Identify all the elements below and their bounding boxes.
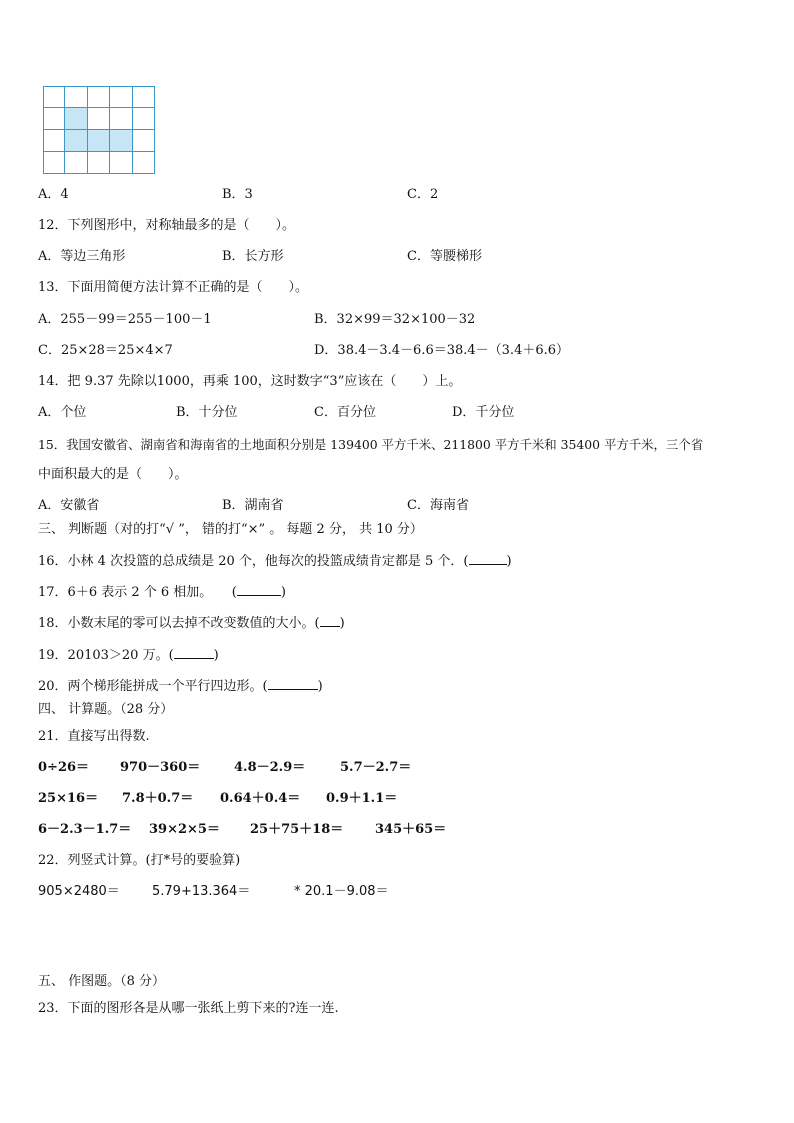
- q11-option-b: B．3: [222, 187, 253, 202]
- grid-figure: [43, 86, 155, 174]
- q13-option-d: D．38.4－3.4－6.6＝38.4－（3.4＋6.6）: [314, 343, 570, 358]
- q18-line: [38, 613, 345, 633]
- q22-stem: 22．列竖式计算。(打*号的要验算): [38, 853, 241, 868]
- q21-expr: 5.7－2.7＝: [340, 760, 412, 775]
- q15-option-a: A．安徽省: [38, 498, 100, 513]
- q14-option-b: B．十分位: [176, 405, 238, 420]
- q19-close: ): [213, 648, 219, 663]
- q19-text: 19．20103＞20 万。(: [38, 648, 174, 663]
- q14-option-d: D．千分位: [452, 405, 515, 420]
- q21-expr: 345＋65＝: [375, 822, 447, 837]
- q21-expr: 0.9＋1.1＝: [326, 791, 398, 806]
- q13-option-b: B．32×99＝32×100－32: [314, 312, 476, 327]
- q21-expr: 25×16＝: [38, 791, 99, 806]
- q21-expr: 39×2×5＝: [149, 822, 220, 837]
- q20-text: 20．两个梯形能拼成一个平行四边形。(: [38, 679, 268, 694]
- q21-expr: 0÷26＝: [38, 760, 90, 775]
- q15-stem-line2: 中面积最大的是（ ）。: [38, 467, 188, 482]
- q11-option-a: A．4: [38, 187, 69, 202]
- q17-line: [38, 582, 286, 602]
- q19-answer-blank[interactable]: [174, 645, 214, 659]
- section3-heading: 三、 判断题（对的打“√ ”， 错的打“×” 。 每题 2 分， 共 10 分）: [38, 522, 423, 537]
- q14-option-c: C．百分位: [314, 405, 376, 420]
- q20-close: ): [317, 679, 323, 694]
- q12-option-b: B．长方形: [222, 249, 284, 264]
- q18-text: 18．小数末尾的零可以去掉不改变数值的大小。(: [38, 616, 320, 631]
- q12-option-c: C．等腰梯形: [407, 249, 482, 264]
- q19-line: [38, 645, 219, 665]
- q18-close: ): [339, 616, 345, 631]
- q20-answer-blank[interactable]: [268, 676, 318, 690]
- q16-answer-blank[interactable]: [469, 551, 507, 565]
- q21-expr: 970－360＝: [120, 760, 201, 775]
- q14-option-a: A．个位: [38, 405, 87, 420]
- q21-stem: 21．直接写出得数.: [38, 729, 150, 744]
- section5-heading: 五、 作图题。（8 分）: [38, 974, 166, 989]
- q21-expr: 25＋75＋18＝: [250, 822, 344, 837]
- q16-close: ): [506, 554, 512, 569]
- q20-line: [38, 676, 323, 696]
- q13-stem: 13．下面用简便方法计算不正确的是（ ）。: [38, 280, 309, 295]
- q14-stem: 14．把 9.37 先除以1000，再乘 100，这时数字“3”应该在（ ）上。: [38, 374, 462, 389]
- q13-option-c: C．25×28＝25×4×7: [38, 343, 173, 358]
- q22-item: 905×2480＝: [38, 884, 120, 899]
- q18-answer-blank[interactable]: [320, 613, 340, 627]
- q21-expr: 0.64＋0.4＝: [220, 791, 301, 806]
- q16-line: [38, 551, 512, 571]
- q15-stem-line1: 15．我国安徽省、湖南省和海南省的土地面积分别是 139400 平方千米、211800 平方千米和 35400 平方千米，三个省: [38, 437, 704, 452]
- q17-close: ): [280, 585, 286, 600]
- q15-option-c: C．海南省: [407, 498, 469, 513]
- q21-expr: 7.8＋0.7＝: [122, 791, 194, 806]
- q21-expr: 6－2.3－1.7＝: [38, 822, 132, 837]
- q22-item: 5.79+13.364＝: [152, 884, 251, 899]
- q16-text: 16．小林 4 次投篮的总成绩是 20 个，他每次的投篮成绩肯定都是 5 个．(: [38, 554, 469, 569]
- q12-option-a: A．等边三角形: [38, 249, 126, 264]
- section4-heading: 四、 计算题。（28 分）: [38, 702, 174, 717]
- q12-stem: 12．下列图形中，对称轴最多的是（ ）。: [38, 218, 296, 233]
- q17-text: 17．6＋6 表示 2 个 6 相加。 (: [38, 585, 237, 600]
- q23-stem: 23．下面的图形各是从哪一张纸上剪下来的?连一连.: [38, 1001, 339, 1016]
- grid-frame: [43, 86, 155, 174]
- q11-option-c: C．2: [407, 187, 439, 202]
- q17-answer-blank[interactable]: [237, 582, 281, 596]
- q15-option-b: B．湖南省: [222, 498, 284, 513]
- q22-item: * 20.1－9.08＝: [294, 884, 389, 899]
- q13-option-a: A．255－99＝255－100－1: [38, 312, 212, 327]
- q21-expr: 4.8－2.9＝: [234, 760, 306, 775]
